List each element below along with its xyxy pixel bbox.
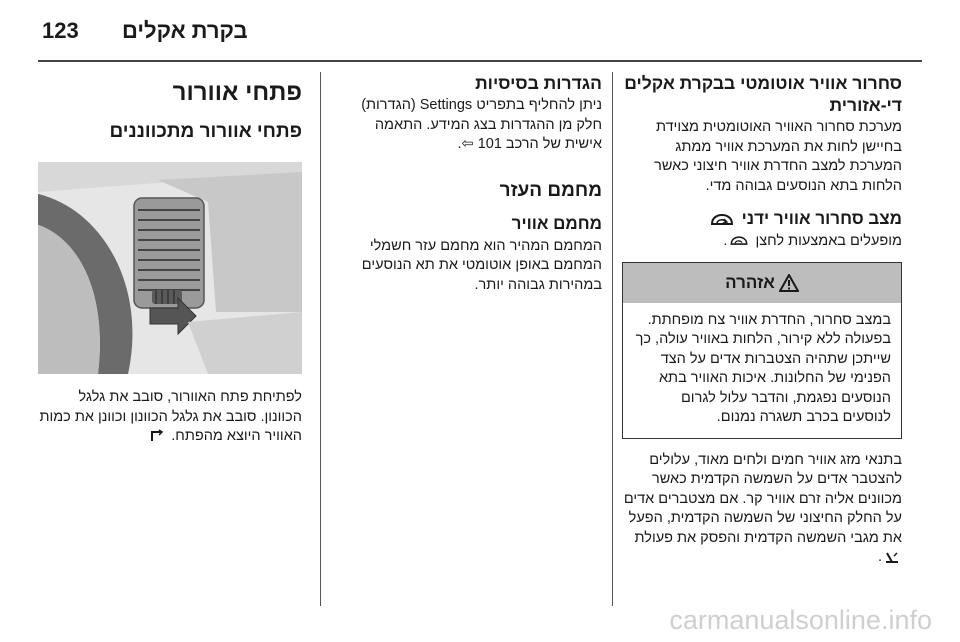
watermark: carmanualsonline.info bbox=[669, 605, 932, 635]
warning-title: אזהרה bbox=[725, 272, 775, 292]
recirculation-icon bbox=[729, 235, 749, 247]
section-title-auto-recirculation: סחרור אוויר אוטומטי בבקרת אקלים די-אזורית bbox=[624, 73, 902, 115]
page-number: 123 bbox=[42, 18, 79, 43]
reference-arrow-icon: ⇦ bbox=[461, 136, 474, 152]
column-basic-settings bbox=[336, 72, 602, 295]
column-divider bbox=[320, 72, 321, 606]
manual-recirculation-heading: מצב סחרור אוויר ידני bbox=[741, 209, 902, 228]
paragraph-basic-settings: ניתן להחליף בתפריט Settings (הגדרות) חלק מן ההגדרות בצג המידע. התאמה אישית של הרכב 101 ⇦. bbox=[361, 97, 602, 152]
column-air-vents bbox=[38, 72, 302, 447]
column-divider bbox=[612, 72, 613, 606]
wiper-icon bbox=[884, 550, 900, 564]
vent-drawing bbox=[38, 162, 302, 374]
section-title-air-vents: פתחי אוורור bbox=[172, 79, 302, 106]
vent-caption bbox=[38, 388, 302, 447]
column-recirculation bbox=[622, 72, 902, 568]
thumbwheel-icon bbox=[149, 429, 165, 443]
section-title-adjustable-vents: פתחי אוורור מתכווננים bbox=[109, 121, 302, 142]
paragraph-air-heater: המחמם המהיר הוא מחמם עזר חשמלי המחמם באופן אוטומטי את תא הנוסעים במהירות גבוהה יותר. bbox=[361, 237, 602, 293]
recirculation-icon bbox=[709, 213, 735, 227]
page-header bbox=[38, 16, 922, 62]
basic-settings-text: ניתן להחליף בתפריט Settings (הגדרות) חלק מן ההגדרות בצג המידע. התאמה אישית של הרכב 101 bbox=[361, 97, 602, 152]
vent-caption-text: לפתיחת פתח האוורור, סובב את גלגל הכוונון. סובב את גלגל הכוונון וכוונן את כמות האוויר היוצא מהפתח. bbox=[39, 389, 302, 444]
chapter-title: בקרת אקלים bbox=[122, 18, 248, 43]
section-title-air-heater: מחמם אוויר bbox=[511, 213, 602, 233]
warning-text: במצב סחרור, החדרת אוויר צח מופחתת. בפעולה ללא קירור, הלחות באוויר עולה, כך שייתכן שתהיה הצטברות אדים על הצד הפנימי של החלונות. איכות האוויר בתא הנוסעים נפגמת, והדבר עלול לגרום לנוסעים בכרב תשגרה נמנום. bbox=[635, 311, 891, 425]
vent-illustration bbox=[38, 162, 302, 374]
section-title-basic-settings: הגדרות בסיסיות bbox=[475, 73, 602, 93]
warning-header bbox=[623, 263, 901, 303]
fogging-text: בתנאי מזג אוויר חמים ולחים מאוד, עלולים להצטבר אדים על השמשה הקדמית כאשר מכוונים אליה זרם אוויר קר. אם מצטברים אדים על החלק החיצוני של השמשה הקדמית, הפעל את מגבי השמשה הקדמית והפסק את פעולת bbox=[623, 451, 902, 546]
section-title-manual-recirculation bbox=[622, 208, 902, 230]
paragraph-fogging: בתנאי מזג אוויר חמים ולחים מאוד, עלולים להצטבר אדים על השמשה הקדמית כאשר מכוונים אליה זרם אוויר קר. אם מצטברים אדים על החלק החיצוני של השמשה הקדמית, הפעל את מגבי השמשה הקדמית והפסק את פעולת . bbox=[623, 451, 902, 565]
manual-recirculation-label: מופעלים באמצעות לחצן bbox=[755, 233, 902, 249]
manual-recirculation-text: מופעלים באמצעות לחצן . bbox=[723, 233, 902, 249]
warning-box bbox=[622, 262, 902, 439]
warning-triangle-icon bbox=[779, 274, 799, 292]
section-title-auxiliary-heater: מחמם העזר bbox=[499, 179, 602, 201]
paragraph-auto-recirculation: מערכת סחרור האוויר האוטומטית מצוידת בחיישן לחות את המערכת אוויר ממתג המערכת למצב החדרת אוויר חיצוני כאשר הלחות בתא הנוסעים גבוהה מדי. bbox=[654, 119, 902, 194]
